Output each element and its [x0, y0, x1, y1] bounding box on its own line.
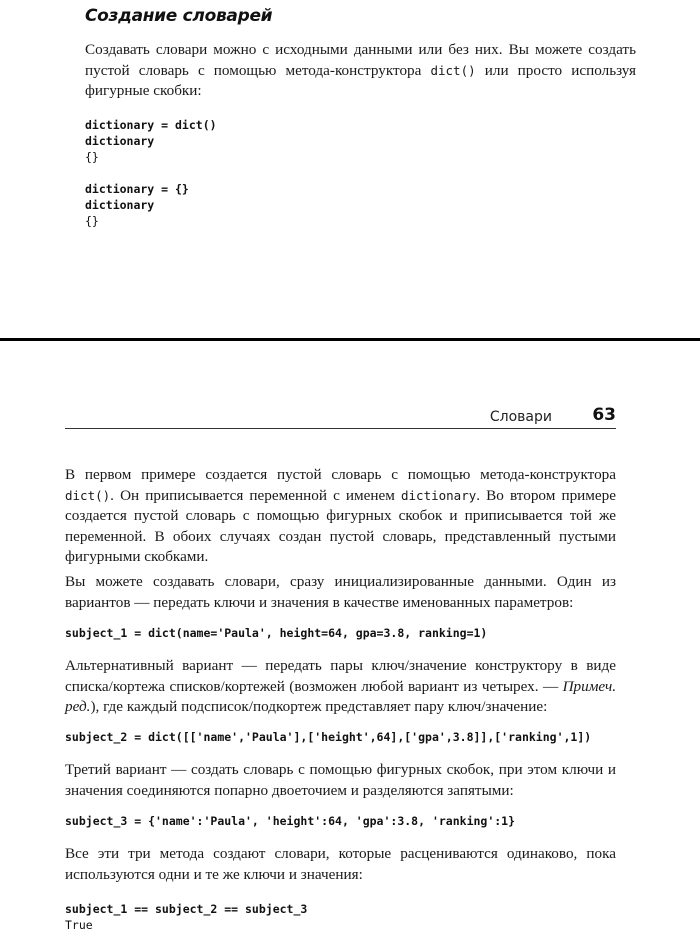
code-block-2: [85, 181, 189, 229]
previous-page-fragment: [0, 0, 700, 340]
paragraph-2: Вы можете создавать словари, сразу инициализированные данными. Один из вариантов — передать ключи и значения в качестве именованных параметров:: [65, 573, 616, 611]
italic-note: Примеч. ред.: [65, 677, 616, 715]
section-title: Создание словарей: [85, 6, 273, 26]
running-head: [65, 404, 616, 429]
intro-text-2: или просто используя фигурные скобки:: [85, 61, 636, 99]
code-output: True: [65, 918, 93, 932]
page-number: 63: [592, 405, 616, 425]
code-block-1: [85, 117, 217, 165]
code-subject-3: subject_3 = {'name':'Paula', 'height':64, 'gpa':3.8, 'ranking':1}: [65, 814, 516, 828]
paragraph-5: Все эти три метода создают словари, которые расцениваются одинаково, пока используются одни и те же ключи и значения:: [65, 845, 616, 883]
code-line: dictionary: [85, 134, 155, 148]
code-line: subject_1 == subject_2 == subject_3: [65, 902, 308, 916]
intro-inline-code: dict(): [430, 62, 476, 78]
code-line: dictionary = {}: [85, 182, 189, 196]
text: Альтернативный вариант — передать пары ключ/значение конструктору в виде списка/кортежа списков/кортежей (возможен любой вариант из четырех. —: [65, 657, 616, 695]
code-compare: [65, 901, 307, 933]
code-line: dictionary: [85, 198, 155, 212]
text: . Он приписывается переменной с именем: [110, 486, 401, 504]
intro-text-1: Создавать словари можно с исходными данными или без них. Вы можете создать пустой словарь с помощью метода-конструктора: [85, 41, 636, 79]
text: В первом примере создается пустой словарь с помощью метода-конструктора: [65, 466, 616, 483]
paragraph-3: [65, 656, 616, 718]
code-subject-1: subject_1 = dict(name='Paula', height=64, gpa=3.8, ranking=1): [65, 626, 488, 640]
current-page: [0, 342, 700, 950]
text: . Во втором примере создается пустой словарь с помощью фигурных скобок и приписывается той же переменной. В обоих случаях создан пустой словарь, представленный пустыми фигурными скобками.: [65, 486, 616, 565]
paragraph-1: [65, 465, 616, 568]
inline-code: dictionary: [401, 487, 477, 503]
text: ), где каждый подсписок/подкортеж представляет пару ключ/значение:: [90, 698, 548, 715]
code-output: {}: [85, 150, 99, 164]
inline-code: dict(): [65, 487, 111, 503]
code-line: dictionary = dict(): [85, 118, 217, 132]
running-head-title: Словари: [489, 409, 552, 425]
page-divider: [0, 338, 700, 341]
paragraph-4: Третий вариант — создать словарь с помощью фигурных скобок, при этом ключи и значения соединяются попарно двоеточием и разделяются запятыми:: [65, 761, 616, 799]
intro-paragraph: [85, 40, 636, 102]
code-subject-2: subject_2 = dict([['name','Paula'],['height',64],['gpa',3.8]],['ranking',1]): [65, 730, 592, 744]
code-output: {}: [85, 214, 99, 228]
